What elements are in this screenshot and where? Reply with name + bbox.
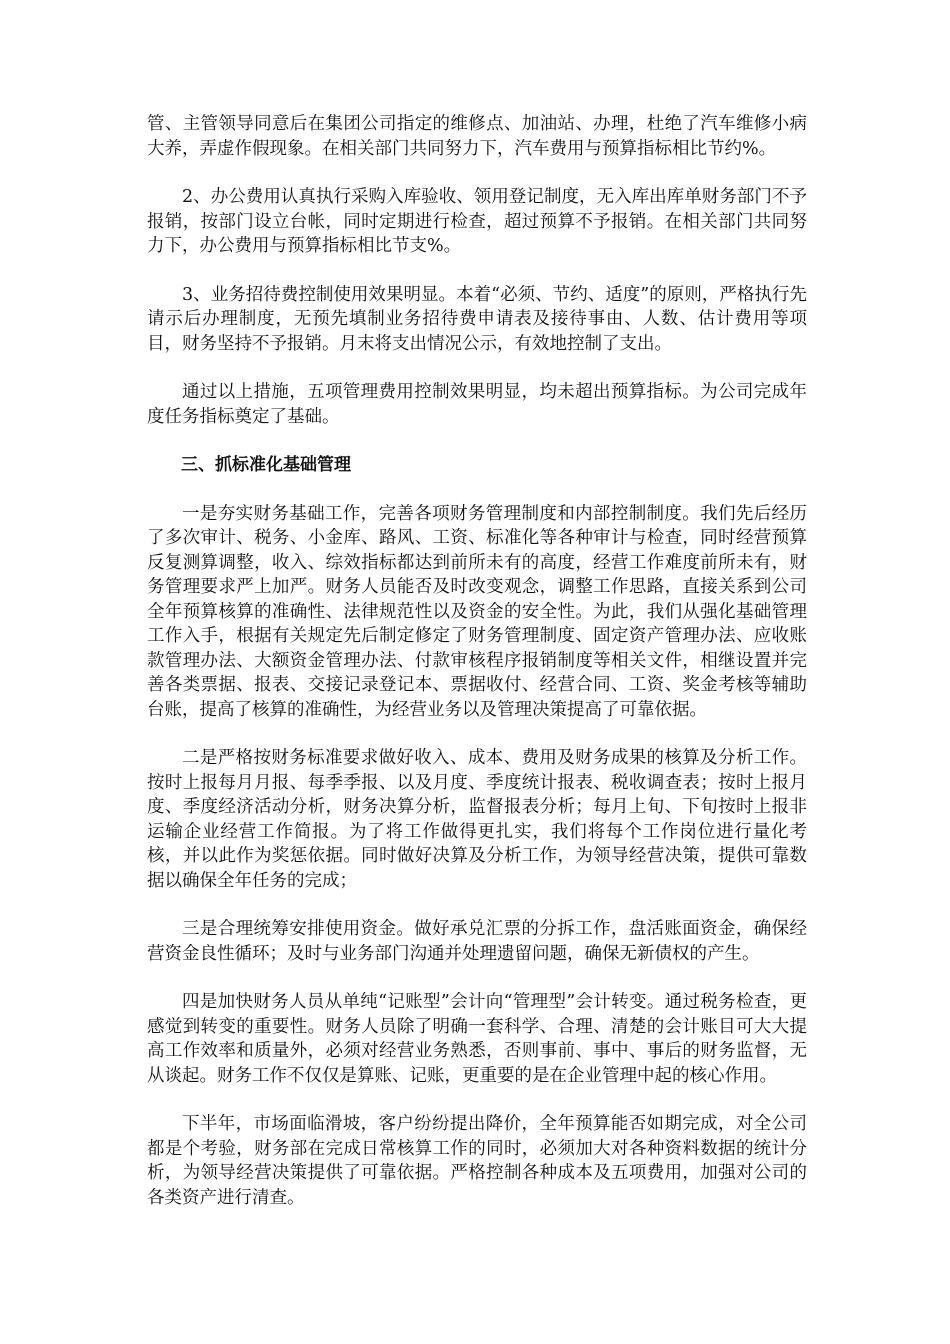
paragraph-item-four: 四是加快财务人员从单纯“记账型”会计向“管理型”会计转变。通过税务检查，更感觉到转变的重要性。财务人员除了明确一套科学、合理、清楚的会计账目可大大提高工作效率和质量外，必须对经营业务熟悉，否则事前、事中、事后的财务监督，无从谈起。财务工作不仅仅是算账、记账，更重要的是在企业管理中起的核心作用。	[147, 992, 807, 1086]
paragraph-entertainment-costs: 3、业务招待费控制使用效果明显。本着“必须、节约、适度”的原则，严格执行先请示后办理制度，无预先填制业务招待费申请表及接待事由、人数、估计费用等项目，财务坚持不予报销。月末将支出情况公示，有效地控制了支出。	[147, 284, 807, 354]
paragraph-second-half: 下半年，市场面临滑坡，客户纷纷提出降价，全年预算能否如期完成，对全公司都是个考验，财务部在完成日常核算工作的同时，必须加大对各种资料数据的统计分析，为领导经营决策提供了可靠依据。严格控制各种成本及五项费用，加强对公司的各类资产进行清查。	[147, 1114, 807, 1208]
paragraph-summary: 通过以上措施，五项管理费用控制效果明显，均未超出预算指标。为公司完成年度任务指标奠定了基础。	[147, 382, 807, 427]
paragraph-office-costs: 2、办公费用认真执行采购入库验收、领用登记制度，无入库出库单财务部门不予报销，按部门设立台帐，同时定期进行检查，超过预算不予报销。在相关部门共同努力下，办公费用与预算指标相比节支%。	[147, 187, 807, 256]
document-page	[147, 112, 807, 1234]
paragraph-item-one: 一是夯实财务基础工作，完善各项财务管理制度和内部控制制度。我们先后经历了多次审计、税务、小金库、路风、工资、标准化等各种审计与检查，同时经营预算反复测算调整，收入、综效指标都达到前所未有的高度，经营工作难度前所未有，财务管理要求严上加严。财务人员能否及时改变观念，调整工作思路，直接关系到公司全年预算核算的准确性、法律规范性以及资金的安全性。为此，我们从强化基础管理工作入手，根据有关规定先后制定修定了财务管理制度、固定资产管理办法、应收账款管理办法、大额资金管理办法、付款审核程序报销制度等相关文件，相继设置并完善各类票据、报表、交接记录登记本、票据收付、经营合同、工资、奖金考核等辅助台账，提高了核算的准确性，为经营业务以及管理决策提高了可靠依据。	[147, 503, 807, 720]
section-heading: 三、抓标准化基础管理	[181, 455, 351, 475]
paragraph-item-two: 二是严格按财务标准要求做好收入、成本、费用及财务成果的核算及分析工作。按时上报每月月报、每季季报、以及月度、季度统计报表、税收调查表；按时上报月度、季度经济活动分析，财务决算分析，监督报表分析；每月上旬、下旬按时上报非运输企业经营工作简报。为了将工作做得更扎实，我们将每个工作岗位进行量化考核，并以此作为奖惩依据。同时做好决算及分析工作，为领导经营决策，提供可靠数据以确保全年任务的完成；	[147, 748, 807, 891]
paragraph-item-three: 三是合理统筹安排使用资金。做好承兑汇票的分拆工作，盘活账面资金，确保经营资金良性循环；及时与业务部门沟通并处理遗留问题，确保无新债权的产生。	[147, 919, 807, 964]
paragraph-vehicle-costs: 管、主管领导同意后在集团公司指定的维修点、加油站、办理，杜绝了汽车维修小病大养，弄虚作假现象。在相关部门共同努力下，汽车费用与预算指标相比节约%。	[147, 114, 807, 159]
